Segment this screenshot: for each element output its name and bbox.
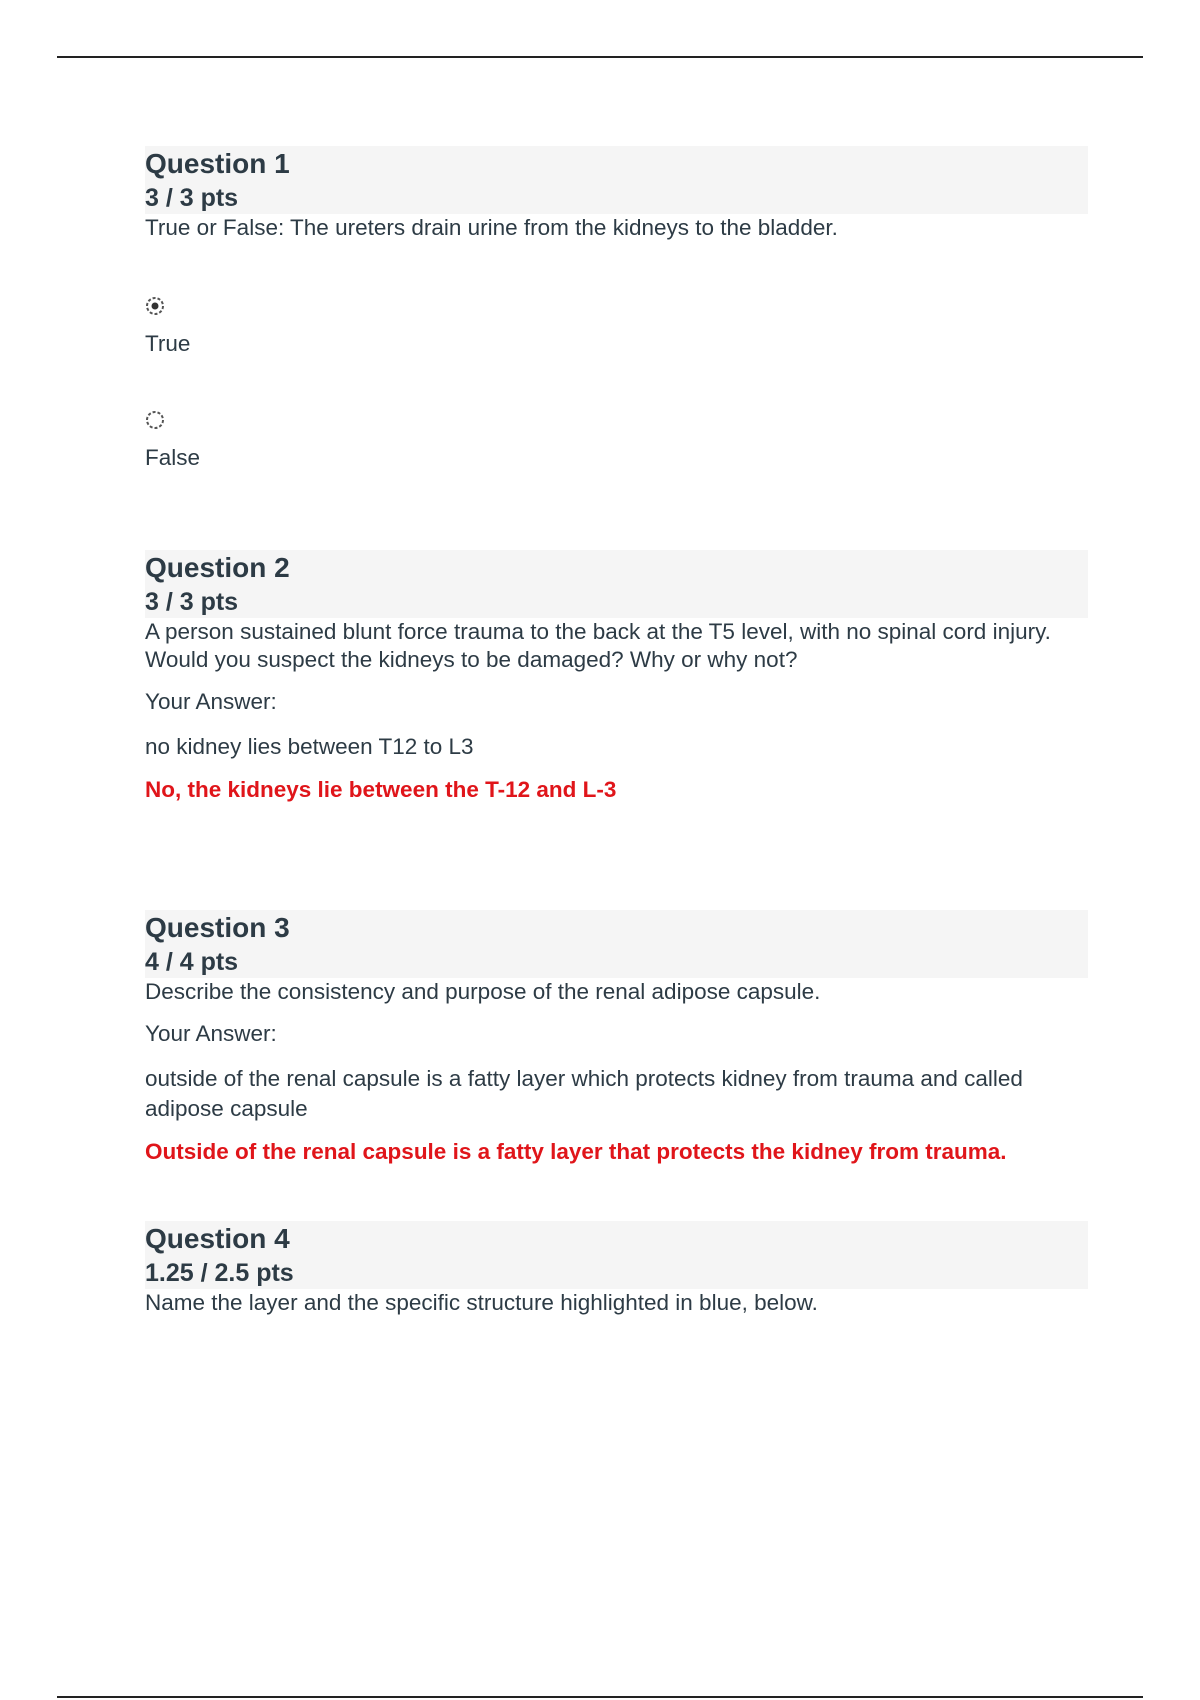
radio-unselected-icon[interactable] xyxy=(145,410,165,430)
question-header xyxy=(145,550,1088,618)
option-false[interactable] xyxy=(145,410,1088,472)
question-text: Describe the consistency and purpose of the renal adipose capsule. xyxy=(145,979,821,1004)
your-answer-label: Your Answer: xyxy=(145,689,277,714)
top-divider xyxy=(57,56,1143,58)
question-text: True or False: The ureters drain urine from the kidneys to the bladder. xyxy=(145,215,838,240)
option-label: False xyxy=(145,445,201,470)
question-text: A person sustained blunt force trauma to the back at the T5 level, with no spinal cord injury. Would you suspect the kidneys to be damaged? Why or why not? xyxy=(145,619,1051,672)
question-title: Question 3 xyxy=(145,912,290,943)
question-header xyxy=(145,146,1088,214)
option-true[interactable] xyxy=(145,296,1088,358)
question-points: 3 / 3 pts xyxy=(145,184,239,212)
question-title: Question 2 xyxy=(145,552,290,583)
your-answer-label: Your Answer: xyxy=(145,1021,277,1046)
question-3 xyxy=(145,910,1088,1166)
correct-answer-feedback: No, the kidneys lie between the T-12 and L-3 xyxy=(145,777,617,802)
option-label: True xyxy=(145,331,191,356)
question-points: 4 / 4 pts xyxy=(145,948,239,976)
question-points: 3 / 3 pts xyxy=(145,588,239,616)
student-answer: no kidney lies between T12 to L3 xyxy=(145,734,474,759)
radio-selected-icon[interactable] xyxy=(145,296,165,316)
question-points: 1.25 / 2.5 pts xyxy=(145,1259,294,1287)
question-header xyxy=(145,1221,1088,1289)
question-4 xyxy=(145,1221,1088,1317)
question-title: Question 4 xyxy=(145,1223,290,1254)
question-text: Name the layer and the specific structure highlighted in blue, below. xyxy=(145,1290,818,1315)
correct-answer-feedback: Outside of the renal capsule is a fatty layer that protects the kidney from trauma. xyxy=(145,1139,1007,1164)
question-header xyxy=(145,910,1088,978)
student-answer: outside of the renal capsule is a fatty layer which protects kidney from trauma and called adipose capsule xyxy=(145,1066,1023,1121)
question-1 xyxy=(145,146,1088,472)
question-title: Question 1 xyxy=(145,148,290,179)
bottom-divider xyxy=(57,1696,1143,1698)
question-2 xyxy=(145,550,1088,804)
